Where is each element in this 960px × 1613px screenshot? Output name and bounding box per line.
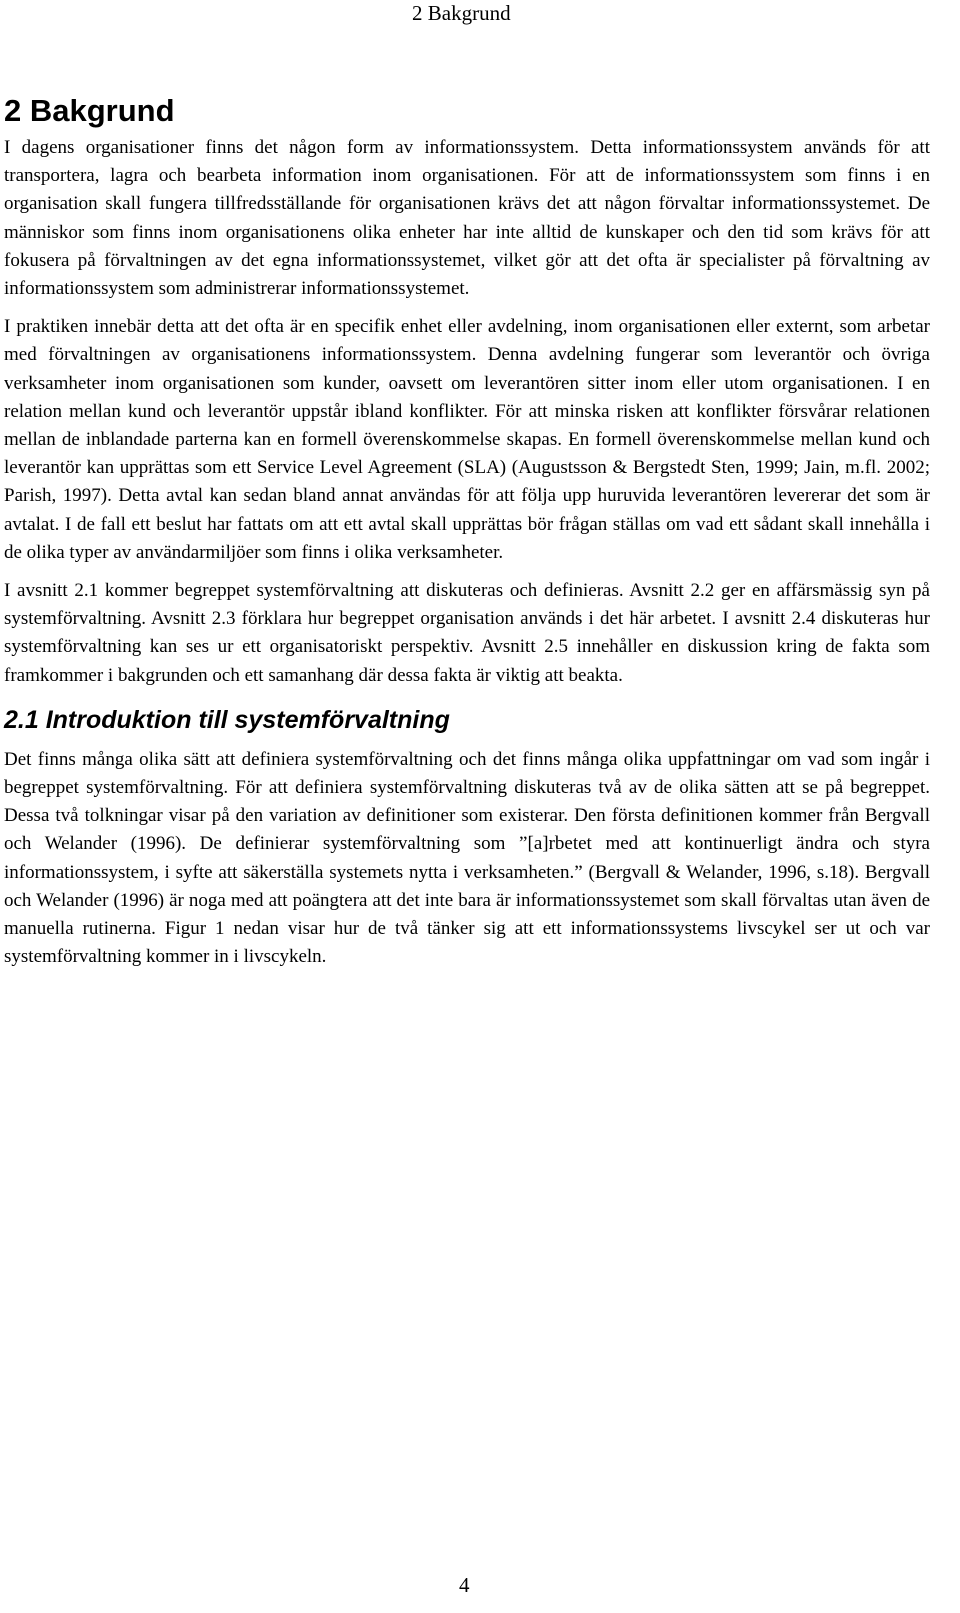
chapter-paragraph: I dagens organisationer finns det någon form av informationssystem. Detta informationssystem används för att transportera, lagra och bearbeta information inom organisationen. För att de informationssystem som finns i en organisation skall fungera tillfredsställande för organisationen krävs det att någon förvaltar informationssystemet. De människor som finns inom organisationens olika enheter har inte alltid de kunskaper och den tid som krävs för att fokusera på förvaltningen av det egna informationssystemet, vilket gör att det ofta är specialister på förvaltning av informationssystem som administrerar informationssystemet.: [4, 137, 930, 300]
page-content: [4, 92, 930, 981]
running-header: 2 Bakgrund: [412, 1, 511, 25]
page-number: 4: [459, 1573, 470, 1597]
chapter-paragraph: I praktiken innebär detta att det ofta är en specifik enhet eller avdelning, inom organisationen eller externt, som arbetar med förvaltningen av organisationens informationssystem. Denna avdelning fungerar som leverantör och övriga verksamheter inom organisationen som kunder, oavsett om leverantören sitter inom eller utom organisationen. I en relation mellan kund och leverantör uppstår ibland konflikter. För att minska risken att konflikter försvårar relationen mellan de inblandade parterna kan en formell överenskommelse skapas. En formell överenskommelse mellan kund och leverantör kan upprättas som ett Service Level Agreement (SLA) (Augustsson & Bergstedt Sten, 1999; Jain, m.fl. 2002; Parish, 1997). Detta avtal kan sedan bland annat användas för att följa upp huruvida leverantören levererar det som är avtalat. I de fall ett beslut har fattats om att ett avtal skall upprättas bör frågan ställas om vad ett sådant skall innehålla i de olika typer av användarmiljöer som finns i olika verksamheter.: [4, 316, 930, 563]
chapter-heading: 2 Bakgrund: [4, 93, 175, 128]
section-heading: 2.1 Introduktion till systemförvaltning: [4, 705, 450, 734]
section-paragraph: Det finns många olika sätt att definiera systemförvaltning och det finns många olika uppfattningar om vad som ingår i begreppet systemförvaltning. För att definiera systemförvaltning diskuteras två av de olika sätten att se på begreppet. Dessa två tolkningar visar på den variation av definitioner som existerar. Den första definitionen kommer från Bergvall och Welander (1996). De definierar systemförvaltning som ”[a]rbetet med att kontinuerligt ändra och styra informationssystem, i syfte att säkerställa systemets nytta i verksamheten.” (Bergvall & Welander, 1996, s.18). Bergvall och Welander (1996) är noga med att poängtera att det inte bara är informationssystemet som skall förvaltas utan även de manuella rutinerna. Figur 1 nedan visar hur de två tänker sig att ett informationssystems livscykel ser ut och var systemförvaltning kommer in i livscykeln.: [4, 748, 930, 968]
chapter-paragraph: I avsnitt 2.1 kommer begreppet systemförvaltning att diskuteras och definieras. Avsnitt 2.2 ger en affärsmässig syn på systemförvaltning. Avsnitt 2.3 förklara hur begreppet organisation används i det här arbetet. I avsnitt 2.4 diskuteras hur systemförvaltning kan ses ur ett organisatoriskt perspektiv. Avsnitt 2.5 innehåller en diskussion kring de fakta som framkommer i bakgrunden och ett samanhang där dessa fakta är viktig att beakta.: [4, 580, 930, 686]
